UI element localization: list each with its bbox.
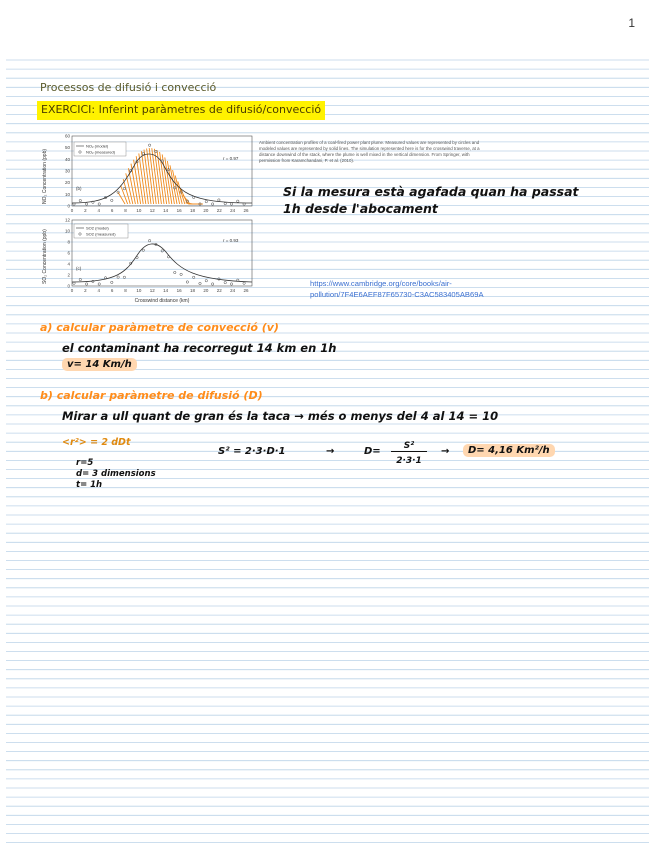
tick-label: 10 (64, 191, 70, 197)
tick-label: 60 (64, 133, 70, 139)
tick-label: 14 (163, 208, 169, 213)
measured-point (117, 276, 119, 278)
measured-point (186, 281, 188, 283)
url-line-2[interactable]: pollution/7F4E6AEF87F65730-C3AC583405AB69A (310, 290, 484, 299)
concentration-figure (38, 132, 256, 304)
tick-label: 10 (64, 228, 70, 234)
tick-label: 6 (110, 208, 114, 213)
var-d: d= 3 dimensions (76, 469, 156, 479)
note-line-1: Si la mesura està agafada quan ha passat (283, 184, 579, 199)
measured-point (111, 281, 113, 283)
tick-label: 24 (230, 288, 236, 293)
tick-label: 40 (64, 156, 70, 162)
section-b-line1: Mirar a ull quant de gran és la taca → més o menys del 4 al 14 = 10 (62, 409, 499, 423)
measured-point (193, 276, 195, 278)
tick-label: 12 (149, 288, 155, 293)
tick-label: 26 (243, 208, 249, 213)
figure-caption: Ambient concentration profiles of a coal-fired power plant plume. Measured values are represented by circles and modeled values are represented by solid lines. The simulation represented here is for the crosswind traverse, at a distance downwind of the stack, where the plume is well mixed in the vertical dimension. From Springer, with permission from Karamchandani, P. et al. (2010). (259, 140, 480, 163)
measured-point (230, 283, 232, 285)
top-r-label: r = 0.97 (223, 156, 239, 161)
tick-label: 0 (70, 208, 74, 213)
tick-label: 26 (243, 288, 249, 293)
measured-point (211, 283, 213, 285)
hatch-stroke (123, 179, 130, 204)
var-r: r=5 (76, 458, 94, 468)
measured-point (123, 188, 125, 190)
tick-label: 4 (67, 261, 70, 267)
tick-label: 0 (67, 203, 70, 209)
tick-label: 22 (216, 208, 222, 213)
tick-label: 10 (136, 208, 142, 213)
section-b-result: D= 4,16 Km²/h (463, 444, 555, 457)
tick-label: 20 (203, 288, 209, 293)
arrow-1: → (326, 446, 335, 457)
equation-1: S² = 2·3·D·1 (218, 446, 286, 457)
diffusion-formula: <r²> = 2 dDt (62, 437, 131, 448)
measured-point (237, 200, 239, 202)
tick-label: 18 (189, 208, 195, 213)
tick-label: 2 (67, 272, 70, 278)
measured-point (148, 240, 150, 242)
equation-2-lhs: D= (364, 446, 381, 457)
tick-label: 18 (189, 288, 195, 293)
top-model-curve (72, 154, 252, 203)
var-t: t= 1h (76, 480, 103, 490)
tick-label: 16 (176, 288, 182, 293)
tick-label: 6 (110, 288, 114, 293)
tick-label: 2 (84, 208, 87, 213)
tick-label: 2 (84, 288, 87, 293)
measured-point (224, 281, 226, 283)
page-number: 1 (628, 16, 635, 30)
tick-label: 20 (203, 208, 209, 213)
measured-point (224, 202, 226, 204)
bottom-r-label: r = 0.93 (223, 238, 239, 243)
measured-point (199, 282, 201, 284)
page-heading: Processos de difusió i convecció (40, 81, 217, 94)
top-ylabel: NO₂ Concentration (ppb) (42, 148, 48, 204)
measured-point (161, 250, 163, 252)
tick-label: 8 (124, 288, 127, 293)
measured-point (167, 256, 169, 258)
section-a-title: a) calcular paràmetre de convecció (v) (40, 321, 279, 334)
tick-label: 8 (67, 239, 70, 245)
measured-point (243, 282, 245, 284)
exercise-title: EXERCICI: Inferint paràmetres de difusió/convecció (37, 101, 325, 120)
tick-label: 30 (64, 168, 70, 174)
bottom-legend-model: SO2 (model) (86, 225, 109, 231)
measured-point (123, 276, 125, 278)
tick-label: 10 (136, 288, 142, 293)
tick-label: 14 (163, 288, 169, 293)
tick-label: 0 (70, 288, 74, 293)
top-panel-label: (b) (76, 186, 82, 191)
tick-label: 22 (216, 288, 222, 293)
section-a-line1: el contaminant ha recorregut 14 km en 1h (62, 341, 337, 355)
tick-label: 4 (97, 288, 101, 293)
note-line-2: 1h desde l'abocament (283, 201, 438, 216)
measured-point (180, 273, 182, 275)
tick-label: 50 (64, 145, 70, 151)
measured-point (148, 144, 150, 146)
tick-label: 20 (64, 180, 70, 186)
measured-point (218, 199, 220, 201)
tick-label: 12 (149, 208, 155, 213)
section-b-title: b) calcular paràmetre de difusió (D) (40, 389, 263, 402)
measured-point (79, 278, 81, 280)
tick-label: 12 (64, 217, 70, 223)
bottom-xlabel: Crosswind distance (km) (134, 298, 190, 304)
measured-point (205, 200, 207, 202)
equation-2-denominator: 2·3·1 (396, 456, 422, 466)
section-a-result: v= 14 Km/h (62, 358, 137, 371)
tick-label: 24 (230, 208, 236, 213)
measured-point (230, 203, 232, 205)
measured-point (98, 203, 100, 205)
tick-label: 16 (176, 208, 182, 213)
url-line-1[interactable]: https://www.cambridge.org/core/books/air- (310, 279, 452, 288)
source-url[interactable] (310, 278, 510, 300)
measured-point (98, 283, 100, 285)
bottom-legend-measured: SO2 (measured) (86, 231, 116, 237)
top-legend-measured: NO₂ (measured) (86, 149, 116, 155)
measured-point (85, 283, 87, 285)
tick-label: 0 (67, 283, 70, 289)
measured-point (174, 271, 176, 273)
measured-point (79, 199, 81, 201)
variables-list (76, 458, 156, 491)
tick-label: 6 (67, 250, 70, 256)
measured-point (142, 249, 144, 251)
bottom-panel-label: (c) (76, 266, 82, 271)
measured-point (111, 199, 113, 201)
measured-point (136, 256, 138, 258)
top-legend-model: NO₂ (model) (86, 143, 109, 149)
arrow-2: → (441, 446, 450, 457)
bottom-ylabel: SO₂ Concentration (ppb) (42, 229, 48, 284)
equation-2-numerator: S² (391, 441, 427, 452)
hatch-stroke (121, 185, 128, 204)
measured-point (205, 280, 207, 282)
tick-label: 4 (97, 208, 101, 213)
tick-label: 8 (124, 208, 127, 213)
measured-point (85, 203, 87, 205)
measured-point (211, 203, 213, 205)
